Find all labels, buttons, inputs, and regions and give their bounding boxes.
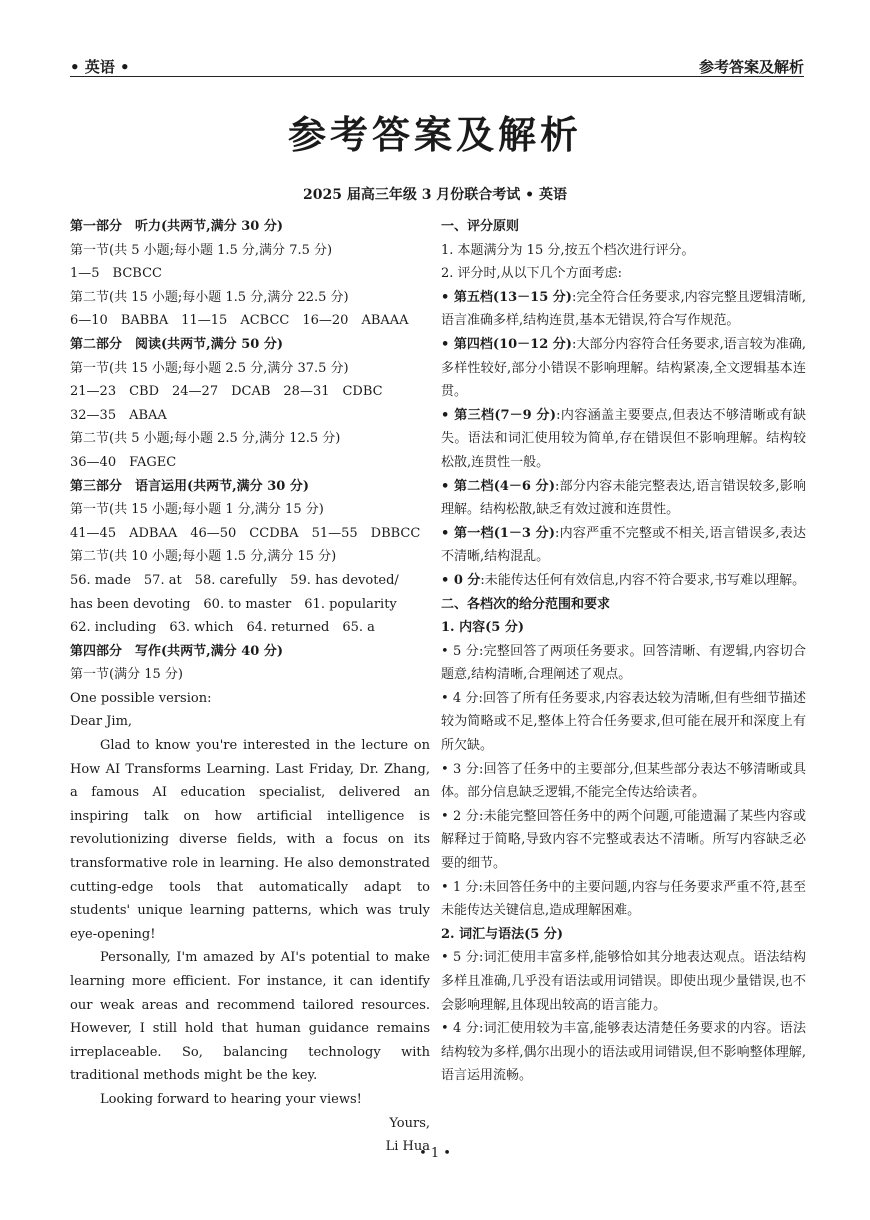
running-header xyxy=(70,52,804,77)
letter-signoff: Yours, xyxy=(389,1115,430,1131)
text-line: 41—45 ADBAA 46—50 CCDBA 51—55 DBBCC xyxy=(70,525,421,541)
answer-column xyxy=(70,215,430,1159)
rubric-level-text: :内容严重不完整或不相关,语言错误多,表达不清晰,结构混乱。 xyxy=(441,525,806,565)
letter-paragraph: Looking forward to hearing your views! xyxy=(100,1091,362,1107)
section-heading: 一、评分原则 xyxy=(441,219,520,234)
text-line: 62. including 63. which 64. returned 65. a xyxy=(70,620,375,636)
text-line: has been devoting 60. to master 61. popularity xyxy=(70,596,397,612)
page-number: • 1 • xyxy=(419,1146,451,1161)
rubric-item xyxy=(441,286,806,333)
header-section-title: 参考答案及解析 xyxy=(698,58,804,76)
letter-paragraph: Personally, I'm amazed by AI's potential to make learning more efficient. For instance, it can identify our weak areas and recommend tailored resources. However, I still hold that human guidance remains irreplaceable. So, balancing technology with traditional methods might be the key. xyxy=(70,950,430,1084)
rubric-item xyxy=(441,569,806,593)
text-line: 第二节(共 10 小题;每小题 1.5 分,满分 15 分) xyxy=(70,549,337,565)
text-line: 第一节(共 15 小题;每小题 1 分,满分 15 分) xyxy=(70,502,324,518)
text-line: 第一节(共 5 小题;每小题 1.5 分,满分 7.5 分) xyxy=(70,242,333,258)
rubric-item: • 5 分:完整回答了两项任务要求。回答清晰、有逻辑,内容切合题意,结构清晰,合理阐述了观点。 xyxy=(441,643,806,683)
text-line: 56. made 57. at 58. carefully 59. has devoted/ xyxy=(70,572,399,588)
rubric-item: • 3 分:回答了任务中的主要部分,但某些部分表达不够清晰或具体。部分信息缺乏逻辑,不能完全传达给读者。 xyxy=(441,761,806,801)
section-heading: 1. 内容(5 分) xyxy=(441,620,524,636)
text-line: 1—5 BCBCC xyxy=(70,266,162,282)
rubric-item xyxy=(441,404,806,475)
rubric-item: • 5 分:词汇使用丰富多样,能够恰如其分地表达观点。语法结构多样且准确,几乎没有语法或用词错误。即使出现少量错误,也不会影响理解,且体现出较高的语言能力。 xyxy=(441,950,806,1013)
text-line: 2. 评分时,从以下几个方面考虑: xyxy=(441,266,623,282)
letter-paragraph: Glad to know you're interested in the lecture on How AI Transforms Learning. Last Friday, Dr. Zhang, a famous AI education specialist, delivered an inspiring talk on how artificial intelligence is revolutionizing diverse fields, with a focus on its transformative role in learning. He also demonstrated cutting-edge tools that automatically adapt to students' unique learning patterns, which was truly eye-opening! xyxy=(70,738,430,942)
rubric-level-text: :大部分内容符合任务要求,语言较为准确,多样性较好,部分小错误不影响理解。结构紧凑,全文逻辑基本连贯。 xyxy=(441,336,806,400)
section-heading: 二、各档次的给分范围和要求 xyxy=(441,596,611,612)
header-subject: • 英语 • xyxy=(70,58,130,76)
section-heading: 第三部分 语言运用(共两节,满分 30 分) xyxy=(70,478,309,494)
rubric-item: • 4 分:回答了所有任务要求,内容表达较为清晰,但有些细节描述较为简略或不足,整体上符合任务要求,但可能在展开和深度上有所欠缺。 xyxy=(441,690,806,754)
section-heading: 第二部分 阅读(共两节,满分 50 分) xyxy=(70,336,283,352)
section-heading: 第四部分 写作(共两节,满分 40 分) xyxy=(70,643,283,659)
rubric-level-label: • 第四档(10－12 分) xyxy=(441,336,572,352)
section-heading: 第一部分 听力(共两节,满分 30 分) xyxy=(70,219,283,234)
rubric-item: • 1 分:未回答任务中的主要问题,内容与任务要求严重不符,甚至未能传达关键信息,造成理解困难。 xyxy=(441,879,806,919)
text-line: 32—35 ABAA xyxy=(70,407,167,423)
rubric-level-text: :内容涵盖主要要点,但表达不够清晰或有缺失。语法和词汇使用较为简单,存在错误但不影响理解。结构较松散,连贯性一般。 xyxy=(441,407,806,470)
page-title: 参考答案及解析 xyxy=(287,113,582,157)
text-line: 第一节(共 15 小题;每小题 2.5 分,满分 37.5 分) xyxy=(70,360,349,376)
text-line: 第一节(满分 15 分) xyxy=(70,667,183,683)
rubric-item: • 4 分:词汇使用较为丰富,能够表达清楚任务要求的内容。语法结构较为多样,偶尔出现小的语法或用词错误,但不影响整体理解,语言运用流畅。 xyxy=(441,1021,806,1084)
rubric-level-text: :完全符合任务要求,内容完整且逻辑清晰,语言准确多样,结构连贯,基本无错误,符合写作规范。 xyxy=(441,289,806,329)
letter-signoff: Li Hua xyxy=(385,1139,430,1155)
rubric-level-label: • 第一档(1－3 分) xyxy=(441,525,556,541)
rubric-level-label: • 0 分 xyxy=(441,572,481,588)
text-line: One possible version: xyxy=(70,690,212,706)
rubric-level-text: :未能传达任何有效信息,内容不符合要求,书写难以理解。 xyxy=(480,572,806,588)
rubric-item xyxy=(441,522,806,569)
rubric-level-label: • 第五档(13－15 分) xyxy=(441,289,572,305)
text-line: 1. 本题满分为 15 分,按五个档次进行评分。 xyxy=(441,242,695,258)
section-heading: 2. 词汇与语法(5 分) xyxy=(441,926,563,942)
rubric-item xyxy=(441,333,806,404)
scoring-rubric-column xyxy=(441,215,806,1088)
rubric-level-label: • 第二档(4－6 分) xyxy=(441,478,556,494)
text-line: 第二节(共 15 小题;每小题 1.5 分,满分 22.5 分) xyxy=(70,289,349,305)
rubric-item: • 2 分:未能完整回答任务中的两个问题,可能遗漏了某些内容或解释过于简略,导致内容不完整或表达不清晰。所写内容缺乏必要的细节。 xyxy=(441,808,806,872)
text-line: Dear Jim, xyxy=(70,714,133,730)
text-line: 21—23 CBD 24—27 DCAB 28—31 CDBC xyxy=(70,384,383,400)
rubric-level-label: • 第三档(7－9 分) xyxy=(441,407,557,423)
exam-subtitle: 2025 届高三年级 3 月份联合考试 • 英语 xyxy=(302,187,568,203)
text-line: 6—10 BABBA 11—15 ACBCC 16—20 ABAAA xyxy=(70,313,409,329)
rubric-item xyxy=(441,475,806,522)
text-line: 第二节(共 5 小题;每小题 2.5 分,满分 12.5 分) xyxy=(70,431,341,447)
rubric-level-text: :部分内容未能完整表达,语言错误较多,影响理解。结构松散,缺乏有效过渡和连贯性。 xyxy=(441,478,806,518)
text-line: 36—40 FAGEC xyxy=(70,454,177,470)
